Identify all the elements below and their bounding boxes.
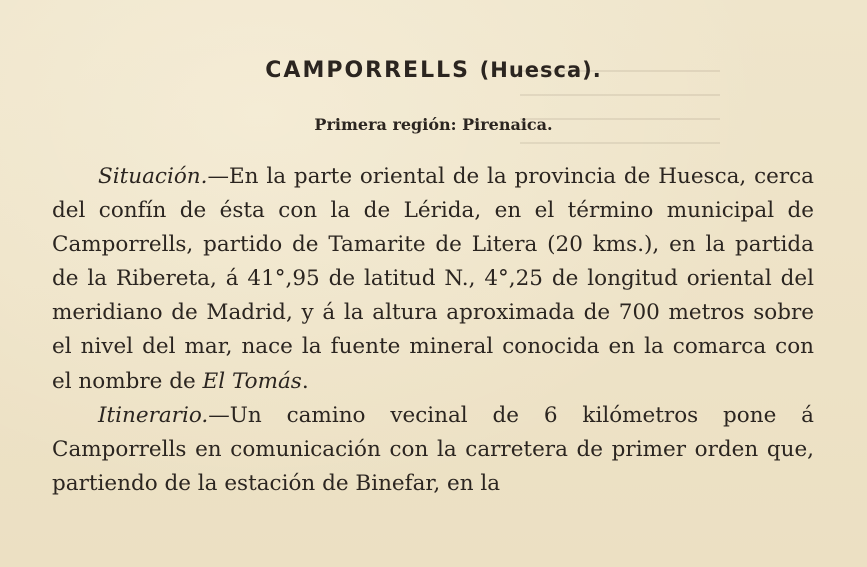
- paragraph-situacion: [52, 160, 814, 399]
- situacion-lead: Situación.: [98, 164, 208, 189]
- paragraph-itinerario: [52, 399, 814, 501]
- spring-name: El Tomás: [202, 368, 302, 394]
- title-name: CAMPORRELLS: [265, 58, 470, 83]
- itinerario-text: —Un camino vecinal de 6 kilómetros pone á Camporrells en comunicación con la carretera de primer orden que, partiendo de la estación de Binefar, en la: [52, 402, 814, 496]
- body-text: [52, 160, 814, 501]
- page-title: [0, 58, 867, 83]
- situacion-end: .: [301, 368, 309, 394]
- region-subtitle: Primera región: Pirenaica.: [314, 115, 553, 134]
- situacion-text: —En la parte oriental de la provincia de Huesca, cerca del confín de ésta con la de Lérida, en el término municipal de Camporrells, partido de Tamarite de Litera (20 kms.), en la partida de la Ribereta, á 41°,95 de latitud N., 4°,25 de longitud oriental del meridiano de Madrid, y á la altura aproximada de 700 metros sobre el nivel del mar, nace la fuente mineral conocida en la comarca con el nombre de: [52, 164, 814, 394]
- title-region: (Huesca).: [479, 58, 602, 82]
- itinerario-lead: Itinerario.: [98, 402, 209, 428]
